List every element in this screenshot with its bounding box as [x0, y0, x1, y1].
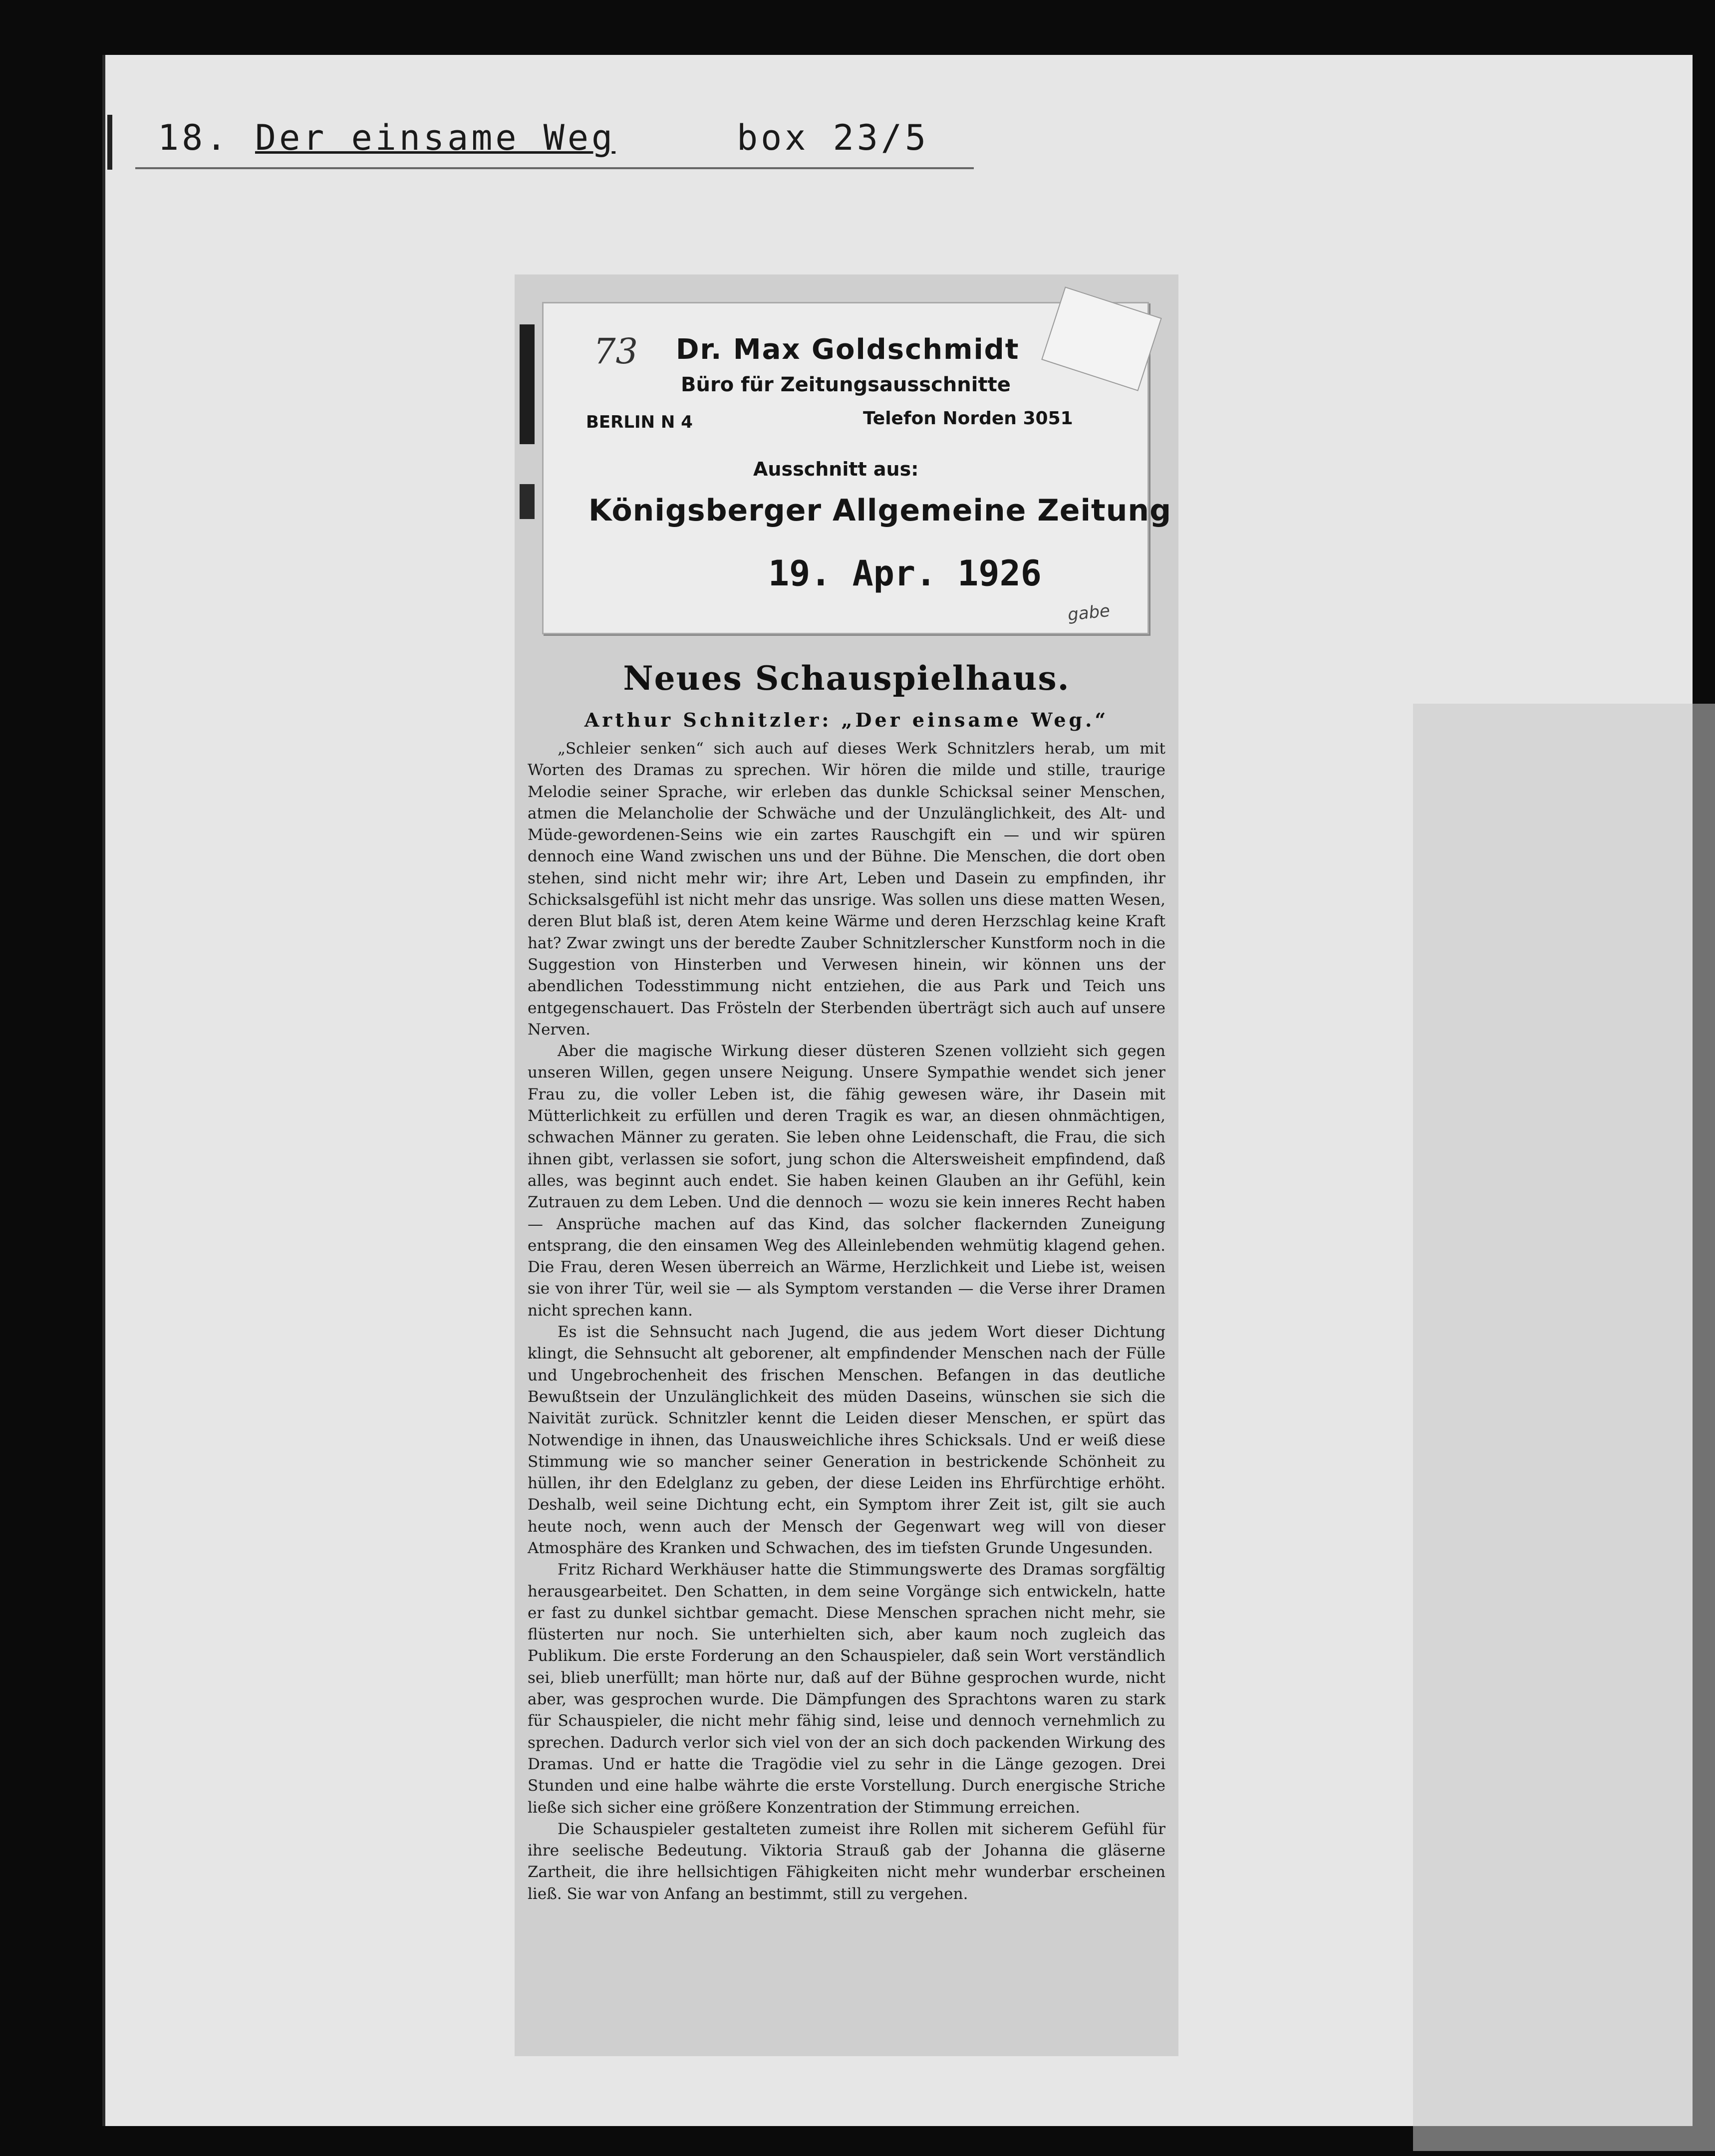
agency-telephone: Telefon Norden 3051	[863, 408, 1073, 429]
excerpt-from-label: Ausschnitt aus:	[753, 458, 919, 480]
agency-city: BERLIN N 4	[586, 412, 693, 432]
folder-number: 18.	[158, 117, 230, 158]
article-body	[525, 738, 1168, 1905]
article-paragraph: „Schleier senken“ sich auch auf dieses Werk Schnitzlers herab, um mit Worten des Dramas zu sprechen. Wir hören die milde und stille, traurige Melodie seiner Sprache, wir erleben das dunkle Schicksal seiner Menschen, atmen die Melancholie der Schwäche und der Unzulänglichkeit, des Alt- und Müde-gewordenen-Seins wie ein zartes Rauschgift ein — und wir spüren dennoch eine Wand zwischen uns und der Bühne. Die Menschen, die dort oben stehen, sind nicht mehr wir; ihre Art, Leben und Dasein zu empfinden, ihr Schicksalsgefühl ist nicht mehr das unsrige. Was sollen uns diese matten Wesen, deren Blut blaß ist, deren Atem keine Wärme und deren Herzschlag keine Kraft hat? Zwar zwingt uns der beredte Zauber Schnitzlerscher Kunstform noch in die Suggestion von Hinsterben und Verwesen hinein, wir können uns der abendlichen Todesstimmung nicht entziehen, die aus Park und Teich uns entgegenschauert. Das Frösteln der Sterbenden überträgt sich auch auf unsere Nerven.	[528, 740, 1165, 1039]
article-headline: Neues Schauspielhaus.	[623, 659, 1070, 698]
newspaper-name: Königsberger Allgemeine Zeitung	[588, 493, 1172, 528]
handwritten-number: 73	[593, 331, 638, 372]
box-number: box 23/5	[737, 117, 929, 158]
clipping-edge-mark	[520, 484, 535, 519]
date-stamp: 19. Apr. 1926	[768, 553, 1042, 594]
article-paragraph: Es ist die Sehnsucht nach Jugend, die aus jedem Wort dieser Dichtung klingt, die Sehnsucht alt geborener, alt empfindender Menschen nach der Fülle und Ungebrochenheit des frischen Menschen. Befangen in das deutliche Bewußtsein der Unzulänglichkeit des müden Daseins, wünschen sie sich die Naivität zurück. Schnitzler kennt die Leiden dieser Menschen, er spürt das Notwendige in ihnen, das Unausweichliche ihres Schicksals. Und er weiß diese Stimmung wie so mancher seiner Generation in bestrickende Schönheit zu hüllen, ihr den Edelglanz zu geben, der diese Leiden ins Ehrfürchtige erhöht. Deshalb, weil seine Dichtung echt, ein Symptom ihrer Zeit ist, gilt sie auch heute noch, wenn auch der Mensch der Gegenwart weg will von dieser Atmosphäre des Kranken und Schwachen, des im tiefsten Grunde Ungesunden.	[528, 1323, 1165, 1557]
sheet-shading	[1413, 704, 1715, 2151]
clipping-agency-label	[542, 302, 1172, 634]
agency-name: Dr. Max Goldschmidt	[676, 333, 1020, 366]
label-folded-corner	[1041, 286, 1162, 391]
clipping-edge-mark	[520, 324, 535, 444]
header-rule	[135, 167, 974, 169]
article-subheadline: Arthur Schnitzler: „Der einsame Weg.“	[584, 709, 1109, 731]
article-paragraph: Aber die magische Wirkung dieser düsteren Szenen vollzieht sich gegen unseren Willen, gegen unsere Neigung. Unsere Sympathie wendet sich jener Frau zu, die voller Leben ist, die fähig gewesen wäre, ihr Dasein mit Mütterlichkeit zu erfüllen und deren Tragik es war, an diesen ohnmächtigen, schwachen Männer zu geraten. Sie leben ohne Leidenschaft, die Frau, die sich ihnen gibt, verlassen sie sofort, jung schon die Altersweisheit empfindend, daß alles, was beginnt auch endet. Sie haben keinen Glauben an ihr Gefühl, kein Zutrauen zu dem Leben. Und die dennoch — wozu sie kein inneres Recht haben — Ansprüche machen auf das Kind, das solcher flackernden Zuneigung entsprang, die den einsamen Weg des Alleinlebenden wehmütig klagend gehen. Die Frau, deren Wesen überreich an Wärme, Herzlichkeit und Liebe ist, weisen sie von ihrer Tür, weil sie — als Symptom verstanden — die Verse ihrer Dramen nicht sprechen kann.	[528, 1042, 1165, 1320]
header-tick-mark	[107, 115, 112, 170]
archive-sheet	[102, 55, 1693, 2126]
article	[525, 659, 1168, 1905]
article-paragraph: Fritz Richard Werkhäuser hatte die Stimmungswerte des Dramas sorgfältig herausgearbeitet. Den Schatten, in dem seine Vorgänge sich entwickeln, hatte er fast zu dunkel sichtbar gemacht. Diese Menschen sprachen nicht mehr, sie flüsterten nur noch. Sie unterhielten sich, aber kaum noch zugleich das Publikum. Die erste Forderung an den Schauspieler, daß sein Wort verständlich sei, blieb unerfüllt; man hörte nur, daß auf der Bühne gesprochen wurde, nicht aber, was gesprochen wurde. Die Dämpfungen des Sprachtons waren zu stark für Schauspieler, die nicht mehr fähig sind, leise und dennoch vernehmlich zu sprechen. Dadurch verlor sich viel von der an sich doch packenden Wirkung des Dramas. Und er hatte die Tragödie viel zu sehr in die Länge gezogen. Drei Stunden und eine halbe währte die erste Vorstellung. Durch energische Striche ließe sich sicher eine größere Konzentration der Stimmung erreichen.	[528, 1561, 1165, 1817]
newspaper-clipping	[515, 274, 1178, 2056]
agency-subtitle: Büro für Zeitungsausschnitte	[681, 373, 1011, 396]
edition-fragment: gabe	[1067, 600, 1111, 625]
article-paragraph: Die Schauspieler gestalteten zumeist ihre Rollen mit sicherem Gefühl für ihre seelische Bedeutung. Viktoria Strauß gab der Johanna die gläserne Zartheit, die ihre hellsichtigen Fähigkeiten nicht mehr wunderbar erscheinen ließ. Sie war von Anfang an bestimmt, still zu vergehen.	[528, 1820, 1165, 1903]
folder-title: Der einsame Weg	[255, 117, 616, 158]
